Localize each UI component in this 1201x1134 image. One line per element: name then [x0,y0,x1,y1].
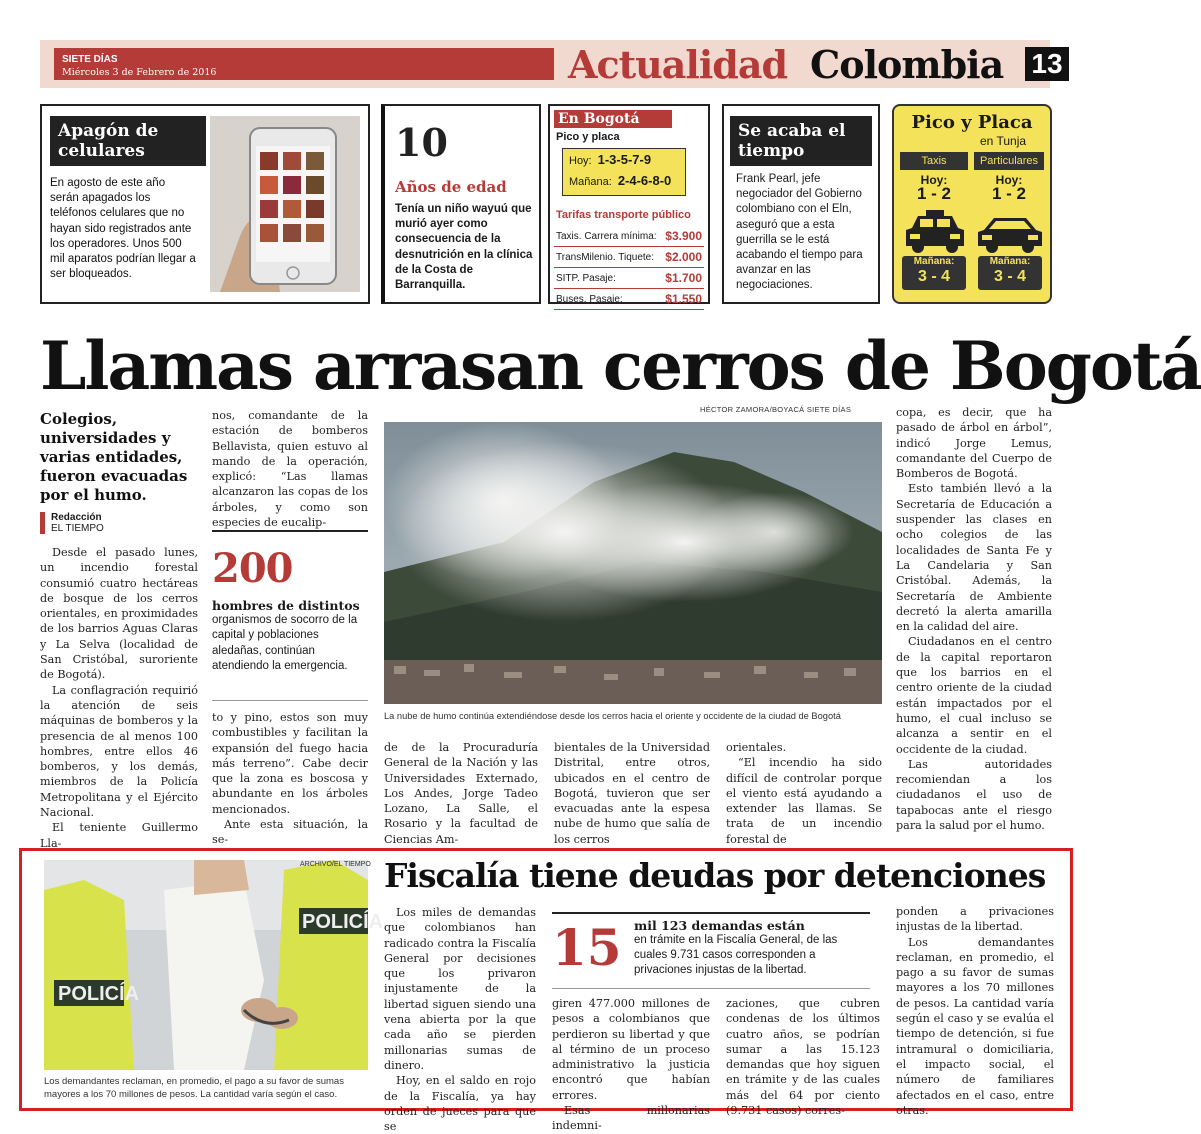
stat-15-bold: mil 123 demandas están [634,918,805,933]
vest-label-right: POLICÍA [302,911,384,933]
paragraph: Ante esta situación, la se- [212,818,368,847]
tunja-particulares-hoy [974,173,1044,203]
fire-hills-photo [384,422,882,704]
pyp-manana-value: 2-4-6-8-0 [617,173,672,188]
main-headline: Llamas arrasan cerros de Bogotá [40,327,1201,405]
main-deck: Colegios, universidades y varias entidades, fueron evacuadas por el humo. [40,410,188,504]
stat-15-desc [634,918,870,978]
box-pico-placa-tunja [892,104,1052,304]
particulares-hoy-value: 1 - 2 [991,184,1027,203]
particulares-manana-value: 3 - 4 [993,268,1026,285]
bottom-col-3 [726,996,880,1118]
hoy-label: Hoy: [920,173,948,187]
main-col-2-top [212,408,368,530]
paragraph: El teniente Guillermo Lla- [40,821,198,850]
box-anos-de-edad [381,104,541,304]
box-se-acaba-el-tiempo [722,104,880,304]
byline-bar [40,512,45,534]
tarifa-label: SITP. Pasaje: [554,268,662,289]
paragraph: de de la Procuraduría General de la Nación y las Universidades Externado, Los Andes, Jorge Tadeo Lozano, La Salle, el Rosario y la facultad de Ciencias Am- [384,741,538,846]
tarifa-value: $1.550 [662,289,704,310]
box-tiempo-title: Se acaba el tiempo [730,116,872,166]
main-col-5 [726,740,882,847]
paragraph: Los miles de demandas que colombianos han radicado contra la Fiscalía General por decisiones que los privaron injustamente de la libertad siguen siendo una vena abierta por la que cada año se pierden millonarias sumas de dinero. [384,906,536,1072]
bottom-col-1 [384,905,536,1134]
paragraph: to y pino, estos son muy combustibles y facilitan la expansión del fuego hacia más terreno”. Cabe decir que la zona es boscosa y abundante en los árboles mencionados. [212,711,368,816]
bottom-col-2 [552,996,710,1134]
table-row [554,226,704,247]
main-col-2-bottom [212,710,368,848]
taxis-manana-value: 3 - 4 [917,268,950,285]
tunja-subtitle: en Tunja [980,134,1027,148]
manana-label: Mañana: [913,256,955,267]
stat-15-number: 15 [552,918,622,977]
paragraph: Esas millonarias indemni- [552,1104,710,1133]
tunja-col-particulares: Particulares [974,152,1044,170]
box-tiempo-text: Frank Pearl, jefe negociador del Gobierno colombiano con el Eln, aseguró que a esta guerrilla se le está acabando el tiempo para avanzar en las negociaciones. [736,173,863,292]
byline [40,512,104,534]
section-title-actualidad: Actualidad [568,42,788,87]
paragraph: Ciudadanos en el centro de la capital reportaron que los barrios en el centro oriente de la ciudad están impactados por el humo, el cual incluso se alcanza a sentir en el occidente de la ciudad. [896,635,1052,756]
byline-outlet: EL TIEMPO [51,523,104,534]
section-title-colombia: Colombia [810,42,1004,87]
main-col-3 [384,740,538,847]
paragraph: Las autoridades recomiendan a los ciudadanos el uso de tapabocas ante el riesgo para la salud por el humo. [896,757,1052,833]
paragraph: Hoy, en el saldo en rojo de la Fiscalía, ya hay orden de jueces para que se [384,1074,536,1134]
tarifa-value: $2.000 [662,247,704,268]
stat-200-desc [212,598,368,674]
main-col-1 [40,545,198,851]
manana-label: Mañana: [989,256,1031,267]
section-name: SIETE DÍAS [62,54,118,65]
table-row [554,247,704,268]
box-apagon-celulares [40,104,370,304]
tarifa-label: Buses. Pasaje: [554,289,662,310]
tunja-particulares-manana [978,256,1042,290]
paragraph: Esto también llevó a la Secretaría de Educación a suspender las clases en ocho colegios de las localidades de Santa Fe y La Candelaria y San Cristóbal. Además, la Secretaría de Ambiente decretó la alerta amarilla en la calidad del aire. [896,482,1052,634]
bottom-headline: Fiscalía tiene deudas por detenciones [384,856,1046,895]
page-number: 13 [1025,47,1069,81]
tarifa-label: TransMilenio. Tiquete: [554,247,662,268]
box-anos-text: Tenía un niño wayuú que murió ayer como consecuencia de la desnutrición en la clínica de la Costa de Barranquilla. [395,203,533,292]
bottom-col-4 [896,904,1054,1118]
table-row [554,289,704,310]
tarifas-title: Tarifas transporte público [556,209,691,221]
tunja-col-taxis: Taxis [900,152,968,170]
box-anos-number: 10 [395,120,448,165]
box-apagon-text: En agosto de este año serán apagados los teléfonos celulares que no hayan sido registrados ante los operadores. Unos 500 mil aparatos podrían llegar a ser bloqueados. [50,177,196,281]
paragraph: “El incendio ha sido difícil de controlar porque el viento está ayudando a extender las llamas. Se trata de un incendio forestal de [726,756,882,846]
detention-photo [44,860,384,1070]
tarifas-table [554,226,704,310]
divider [552,988,870,989]
pyp-hoy-label: Hoy: [569,155,592,167]
phone-photo [210,116,360,292]
hoy-label: Hoy: [995,173,1023,187]
paragraph: bientales de la Universidad Distrital, entre otros, ubicados en el centro de Bogotá, tuvieron que ser evacuadas ante la espesa nube de humo que salía de los cerros [554,741,710,846]
photo-caption: Los demandantes reclaman, en promedio, el pago a su favor de sumas mayores a los 70 millones de pesos. La cantidad varía según el caso. [44,1076,344,1100]
box-bogota-subtitle: Pico y placa [556,131,620,143]
photo-caption: La nube de humo continúa extendiéndose desde los cerros hacia el oriente y occidente de la ciudad de Bogotá [384,711,841,721]
tunja-title: Pico y Placa [911,112,1033,133]
pico-placa-bogota [562,148,686,196]
pyp-manana-label: Mañana: [569,176,612,188]
byline-name: Redacción [51,512,102,523]
tunja-taxis-manana [902,256,966,290]
paragraph: La conflagración requirió la atención de seis máquinas de bomberos y la presencia de al menos 100 hombres, entre ellos 46 bomberos, y los demás, miembros de la Policía Metropolitana y el Ejército Nacional. [40,683,198,820]
paragraph: giren 477.000 millones de pesos a colombianos que perdieron su libertad y que al término de un proceso administrativo la justicia encontró que habían errores. [552,997,710,1102]
vest-label-left: POLICÍA [58,983,140,1005]
photo-credit: ARCHIVO/EL TIEMPO [300,861,371,868]
paragraph: ponden a privaciones injustas de la libertad. [896,905,1054,934]
paragraph: copa, es decir, que ha pasado de árbol en árbol”, indicó Jorge Lemus, comandante del Cuerpo de Bomberos de Bogotá. [896,406,1052,481]
divider [212,700,368,701]
paragraph: zaciones, que cubren condenas de los últimos cuatro años, se podrían sumar a las 15.123 demandas que hoy siguen en trámite y de las cuales más del 64 por ciento (9.731 casos) corres- [726,997,880,1118]
stat-200-text: organismos de socorro de la capital y poblaciones aledañas, continúan atendiendo la emergencia. [212,614,358,672]
table-row [554,268,704,289]
box-bogota-title: En Bogotá [554,110,672,128]
car-icon [976,214,1044,254]
page-header [40,40,1063,88]
tarifa-value: $1.700 [662,268,704,289]
paragraph: orientales. [726,741,787,754]
tunja-taxis-hoy [900,173,968,203]
taxi-icon [902,210,968,254]
paragraph: Desde el pasado lunes, un incendio forestal consumió cuatro hectáreas de bosque de los cerros orientales, en proximidades de los barrios Aguas Claras y La Selva (localidad de San Cristóbal, suroriente de Bogotá). [40,546,198,682]
paragraph: nos, comandante de la estación de bomberos Bellavista, quien estuvo al mando de la operación, explicó: “Las llamas alcanzaron las copas de los árboles, y como son especies de eucalip- [212,409,368,530]
stat-15-text: en trámite en la Fiscalía General, de las cuales 9.731 casos corresponden a privaciones injustas de la libertad. [634,934,838,976]
tarifa-value: $3.900 [662,226,704,247]
issue-date: Miércoles 3 de Febrero de 2016 [62,67,217,78]
box-en-bogota [548,104,710,304]
paragraph: Los demandantes reclaman, en promedio, el pago a su favor de sumas mayores a los 70 millones de pesos. La cantidad varía según el caso y se evalúa el tiempo de detención, si fue intramural o domiciliaria, el impacto social, el número de familiares afectados en el caso, entre otras. [896,935,1054,1117]
divider [212,530,368,532]
photo-credit: HÉCTOR ZAMORA/BOYACÁ SIETE DÍAS [700,405,852,414]
stat-200-bold: hombres de distintos [212,598,360,613]
divider [552,912,870,914]
taxis-hoy-value: 1 - 2 [916,184,952,203]
tarifa-label: Taxis. Carrera mínima: [554,226,662,247]
stat-200-number: 200 [212,545,293,592]
main-col-6 [896,405,1052,833]
box-anos-label: Años de edad [395,178,507,196]
box-apagon-title: Apagón de celulares [50,116,206,166]
pyp-hoy-value: 1-3-5-7-9 [597,152,652,167]
main-col-4 [554,740,710,847]
